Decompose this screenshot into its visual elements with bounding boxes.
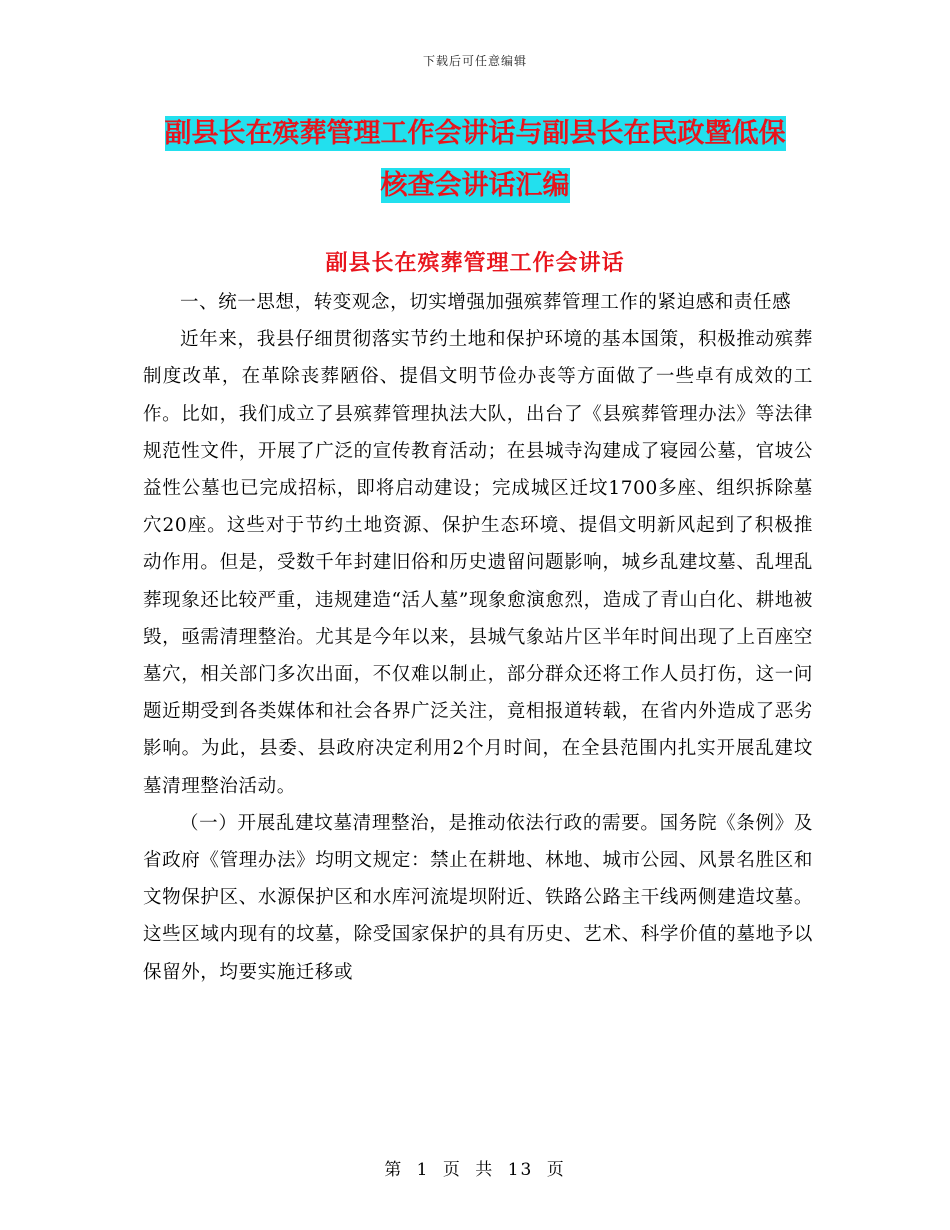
header-note: 下载后可任意编辑 [422,54,527,68]
paragraph-heading: 一、统一思想，转变观念，切实增强加强殡葬管理工作的紧迫感和责任感 [180,292,792,313]
document-title [150,108,800,212]
paragraph: 近年来，我县仔细贯彻落实节约土地和保护环境的基本国策，积极推动殡葬制度改革，在革除丧葬陋俗、提倡文明节俭办丧等方面做了一些卓有成效的工作。比如，我们成立了县殡葬管理执法大队，出台了《县殡葬管理办法》等法律规范性文件，开展了广泛的宣传教育活动；在县城寺沟建成了寝园公墓，官坡公益性公墓也已完成招标，即将启动建设；完成城区迁坟1700多座、组织拆除墓穴20座。这些对于节约土地资源、保护生态环境、提倡文明新风起到了积极推动作用。但是，受数千年封建旧俗和历史遗留问题影响，城乡乱建坟墓、乱埋乱葬现象还比较严重，违规建造“活人墓”现象愈演愈烈，造成了青山白化、耕地被毁，亟需清理整治。尤其是今年以来，县城气象站片区半年时间出现了上百座空墓穴，相关部门多次出面，不仅难以制止，部分群众还将工作人员打伤，这一问题近期受到各类媒体和社会各界广泛关注，竟相报道转载，在省内外造成了恶劣影响。为此，县委、县政府决定利用2个月时间，在全县范围内扎实开展乱建坟墓清理整治活动。 [143,329,813,797]
page-number: 第 1 页 共 13 页 [384,1160,566,1180]
section-title: 副县长在殡葬管理工作会讲话 [325,251,625,276]
paragraph: （一）开展乱建坟墓清理整治，是推动依法行政的需要。国务院《条例》及省政府《管理办法》均明文规定：禁止在耕地、林地、城市公园、风景名胜区和文物保护区、水源保护区和水库河流堤坝附近、铁路公路主干线两侧建造坟墓。这些区域内现有的坟墓，除受国家保护的具有历史、艺术、科学价值的墓地予以保留外，均要实施迁移或 [143,812,813,983]
document-title-line1: 副县长在殡葬管理工作会讲话与副县长在民政暨低保 [164,118,786,149]
document-title-line2: 核查会讲话汇编 [380,170,570,201]
document-body [143,284,813,991]
